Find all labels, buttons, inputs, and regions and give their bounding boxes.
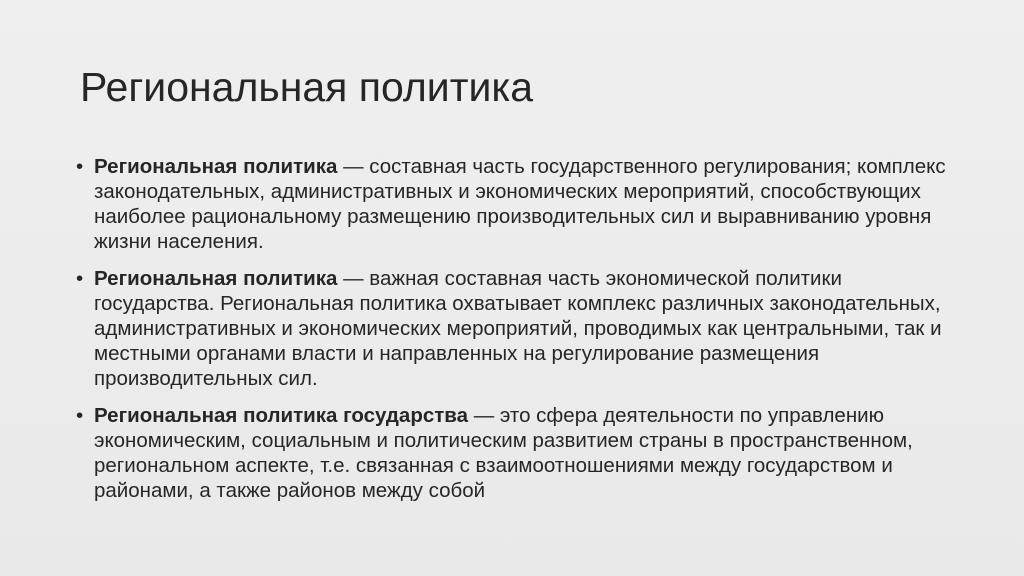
- bullet-icon: •: [76, 404, 84, 427]
- bullet-list: [70, 154, 960, 515]
- list-item: [70, 266, 960, 391]
- definition-term: Региональная политика государства: [94, 404, 469, 427]
- definition-text: — составная часть государственного регулирования; комплекс законодательных, административных и экономических мероприятий, способствующих наиболее рациональному размещению производительных сил и выравниванию уровня жизни населения.: [94, 155, 946, 253]
- definition-text: — это сфера деятельности по управлению экономическим, социальным и политическим развитием страны в пространственном, региональном аспекте, т.е. связанная с взаимоотношениями между государством и районами, а также районов между собой: [94, 404, 913, 502]
- bullet-icon: •: [76, 267, 84, 290]
- list-item: [70, 154, 960, 254]
- list-item: [70, 403, 960, 503]
- bullet-icon: •: [76, 155, 84, 178]
- definition-term: Региональная политика: [94, 267, 338, 290]
- slide-title: Региональная политика: [80, 64, 534, 110]
- definition-term: Региональная политика: [94, 155, 338, 178]
- definition-text: — важная составная часть экономической политики государства. Региональная политика охватывает комплекс различных законодательных, административных и экономических мероприятий, проводимых как центральными, так и местными органами власти и направленных на регулирование размещения производительных сил.: [94, 267, 942, 390]
